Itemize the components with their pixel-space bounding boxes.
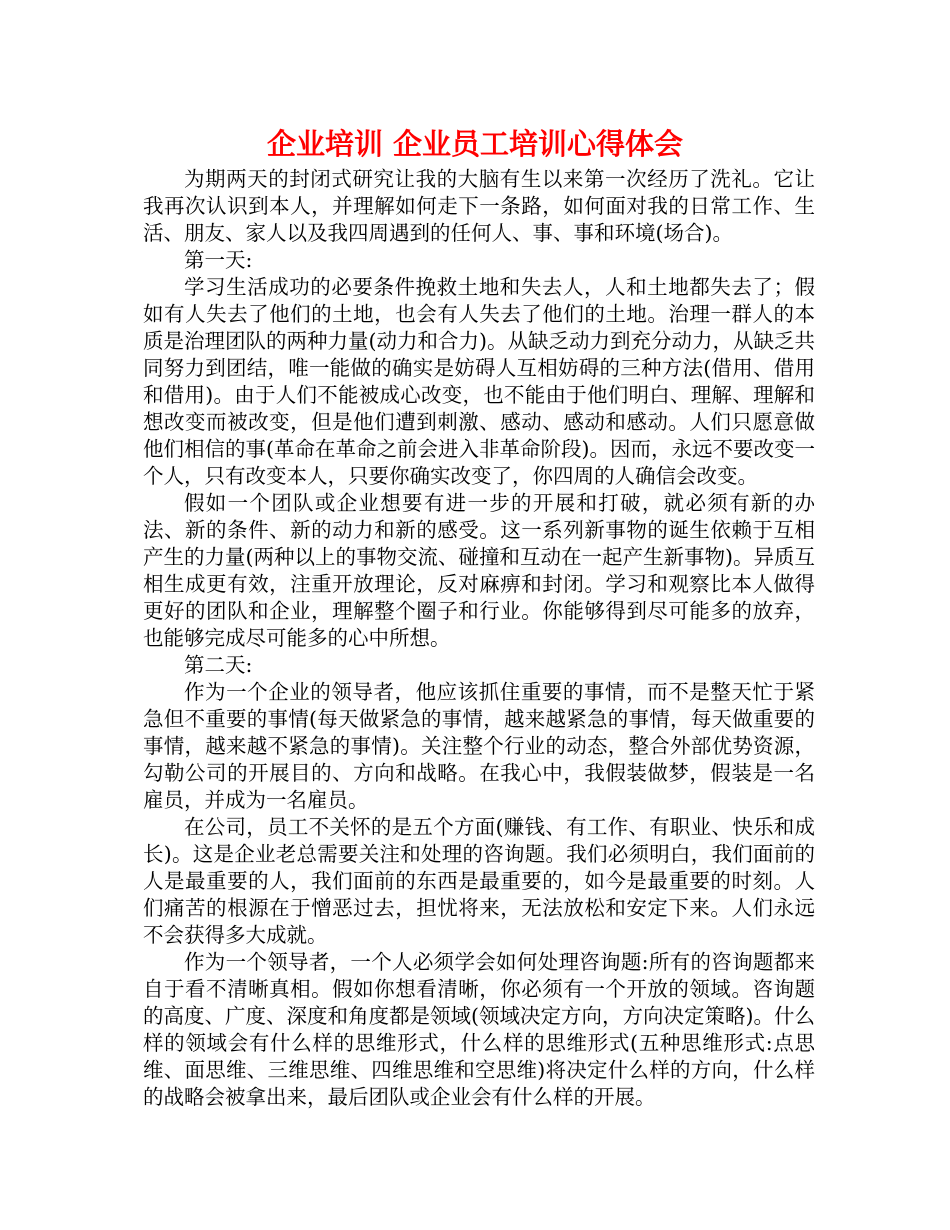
document-title: 企业培训 企业员工培训心得体会 xyxy=(266,127,684,161)
paragraph: 作为一个企业的领导者，他应该抓住重要的事情，而不是整天忙于紧急但不重要的事情(每天做紧急的事情，越来越紧急的事情，每天做重要的事情，越来越不紧急的事情)。关注整个行业的动态，整合外部优势资源，勾勒公司的开展目的、方向和战略。在我心中，我假装做梦，假装是一名雇员，并成为一名雇员。 xyxy=(143,680,815,812)
paragraph: 在公司，员工不关怀的是五个方面(赚钱、有工作、有职业、快乐和成长)。这是企业老总需要关注和处理的咨询题。我们必须明白，我们面前的人是最重要的人，我们面前的东西是最重要的，如今是最重要的时刻。人们痛苦的根源在于憎恶过去，担忧将来，无法放松和安定下来。人们永远不会获得多大成就。 xyxy=(143,815,815,947)
section-heading-day-one: 第一天: xyxy=(184,248,253,272)
paragraph: 作为一个领导者，一个人必须学会如何处理咨询题:所有的咨询题都来自于看不清晰真相。假如你想看清晰，你必须有一个开放的领域。咨询题的高度、广度、深度和角度都是领域(领域决定方向，方向决定策略)。什么样的领域会有什么样的思维形式，什么样的思维形式(五种思维形式:点思维、面思维、三维思维、四维思维和空思维)将决定什么样的方向，什么样的战略会被拿出来，最后团队或企业会有什么样的开展。 xyxy=(143,950,815,1109)
paragraph-intro: 为期两天的封闭式研究让我的大脑有生以来第一次经历了洗礼。它让我再次认识到本人，并理解如何走下一条路，如何面对我的日常工作、生活、朋友、家人以及我四周遇到的任何人、事、事和环境(场合)。 xyxy=(143,167,815,245)
paragraph: 假如一个团队或企业想要有进一步的开展和打破，就必须有新的办法、新的条件、新的动力和新的感受。这一系列新事物的诞生依赖于互相产生的力量(两种以上的事物交流、碰撞和互动在一起产生新事物)。异质互相生成更有效，注重开放理论，反对麻痹和封闭。学习和观察比本人做得更好的团队和企业，理解整个圈子和行业。你能够得到尽可能多的放弃，也能够完成尽可能多的心中所想。 xyxy=(143,491,815,650)
document-body xyxy=(143,166,815,1111)
paragraph: 学习生活成功的必要条件挽救土地和失去人，人和土地都失去了；假如有人失去了他们的土地，也会有人失去了他们的土地。治理一群人的本质是治理团队的两种力量(动力和合力)。从缺乏动力到充分动力，从缺乏共同努力到团结，唯一能做的确实是妨碍人互相妨碍的三种方法(借用、借用和借用)。由于人们不能被成心改变，也不能由于他们明白、理解、理解和想改变而被改变，但是他们遭到刺激、感动、感动和感动。人们只愿意做他们相信的事(革命在革命之前会进入非革命阶段)。因而，永远不要改变一个人，只有改变本人，只要你确实改变了，你四周的人确信会改变。 xyxy=(143,275,815,488)
section-heading-day-two: 第二天: xyxy=(184,653,253,677)
